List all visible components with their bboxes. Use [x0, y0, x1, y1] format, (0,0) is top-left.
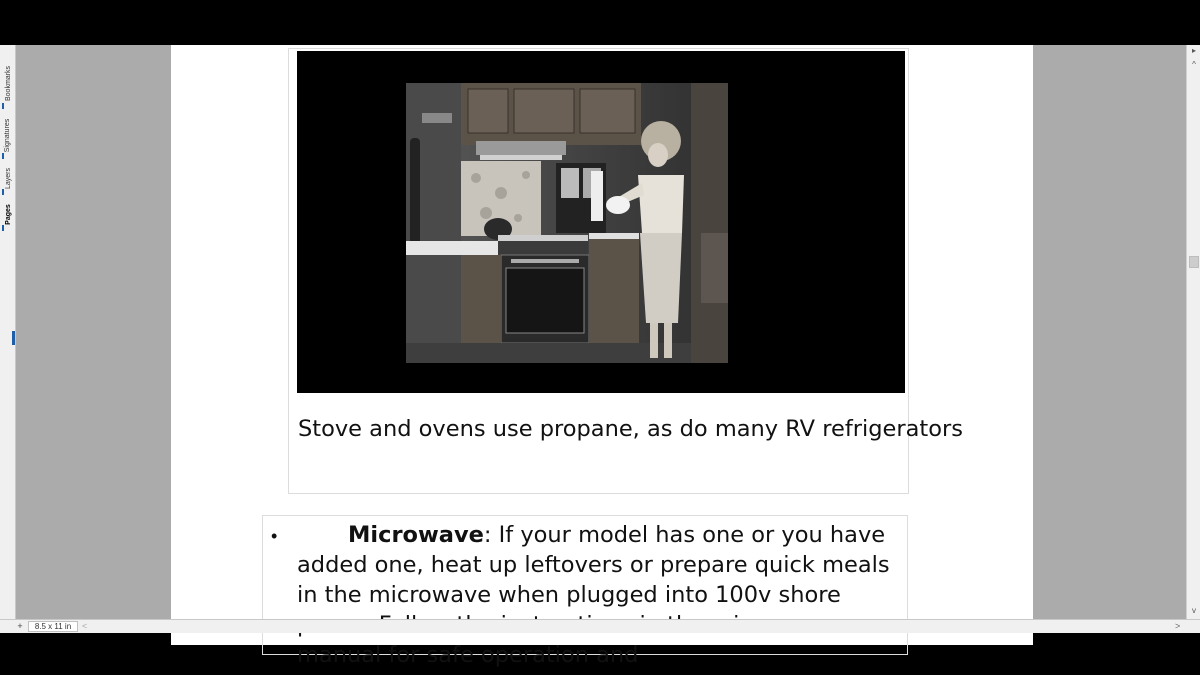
- list-item-text: : If your model has one or you have added one, heat up leftovers or prepare quick meals in the microwave when plugged into 100v shore manual for safe operation and: [297, 522, 890, 668]
- page-size-indicator: 8.5 x 11 in: [28, 621, 78, 632]
- tab-pages-label: Pages: [4, 203, 12, 225]
- tab-pages-marker: [2, 225, 4, 231]
- bullet-list-cell: [262, 515, 908, 668]
- tab-bookmarks-marker: [2, 103, 4, 109]
- scroll-left-icon[interactable]: <: [82, 621, 88, 631]
- menu-arrow-icon[interactable]: ▸: [1191, 46, 1196, 55]
- list-bullet: •: [271, 526, 278, 546]
- tab-layers-marker: [2, 189, 4, 195]
- scroll-down-icon[interactable]: v: [1192, 606, 1196, 615]
- list-item-microwave: [297, 520, 909, 670]
- tab-bookmarks[interactable]: [1, 57, 15, 109]
- kitchen-photo: [406, 83, 728, 363]
- figure-caption: Stove and ovens use propane, as do many RV refrigerators: [298, 416, 963, 442]
- tab-layers-label: Layers: [4, 167, 12, 189]
- tab-signatures[interactable]: [1, 111, 15, 159]
- vertical-scroll-thumb[interactable]: [1189, 256, 1199, 268]
- document-page: [171, 45, 1033, 668]
- status-bar: [0, 619, 1200, 633]
- tab-signatures-label: Signatures: [4, 118, 12, 152]
- pdf-viewer-window: [0, 45, 1200, 668]
- tab-layers[interactable]: [1, 161, 15, 195]
- scroll-right-icon[interactable]: >: [1175, 621, 1181, 631]
- kitchen-photo-image: [406, 83, 728, 363]
- list-item-term: Microwave: [348, 522, 484, 548]
- panel-splitter-handle[interactable]: [12, 331, 15, 345]
- photo-frame: [297, 51, 905, 393]
- tab-signatures-marker: [2, 153, 4, 159]
- add-icon[interactable]: +: [17, 621, 23, 631]
- figure-table-cell: [288, 48, 963, 494]
- vertical-scrollbar[interactable]: [1186, 45, 1200, 619]
- tab-bookmarks-label: Bookmarks: [4, 65, 12, 101]
- tab-pages[interactable]: [1, 197, 15, 231]
- scroll-up-icon[interactable]: ^: [1192, 60, 1196, 69]
- side-panel-tabs: [0, 45, 16, 619]
